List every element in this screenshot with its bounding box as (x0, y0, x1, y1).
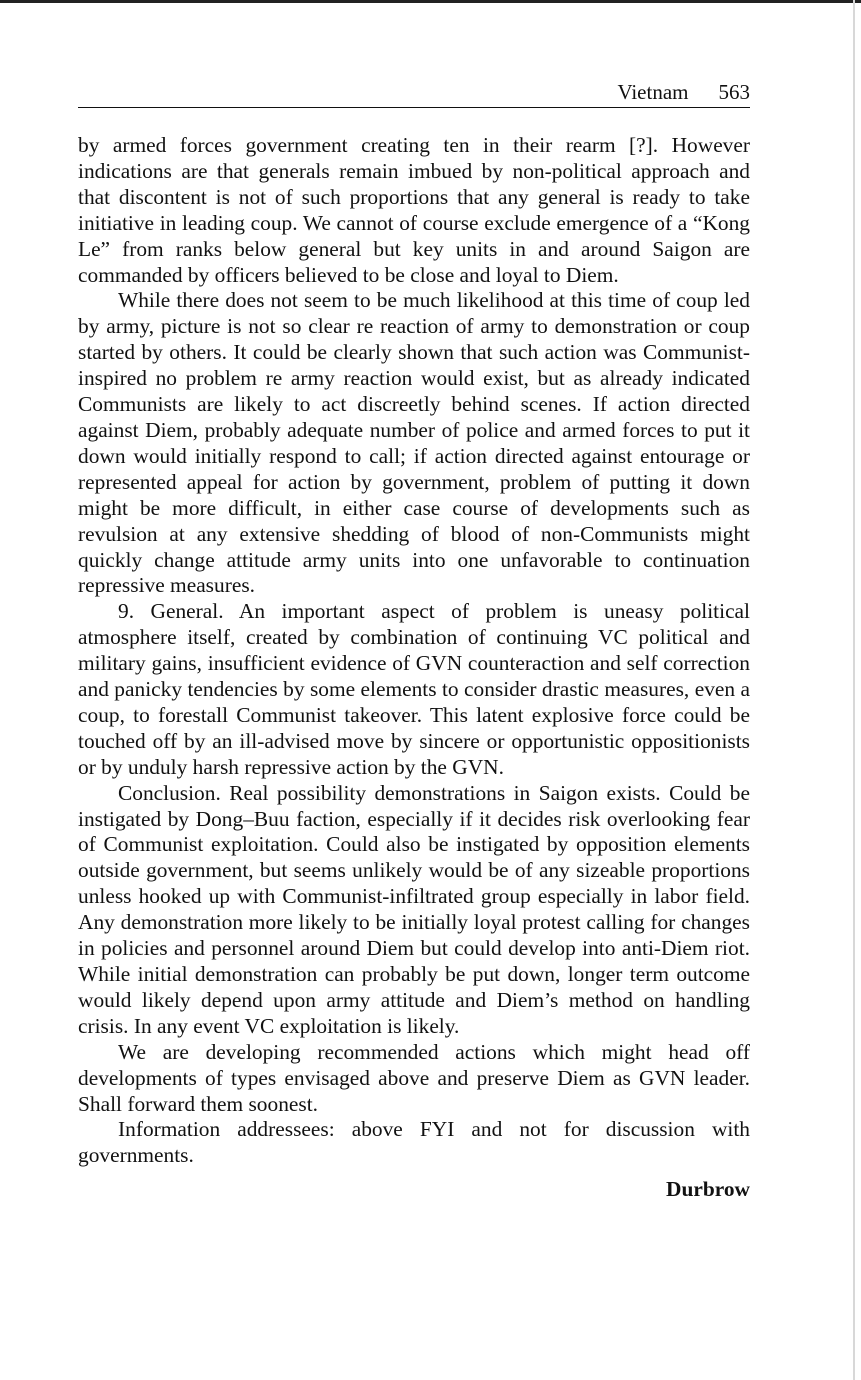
running-head (78, 80, 750, 108)
page-top-edge (0, 0, 861, 3)
paragraph-information-addressees: Information addressees: above FYI and not for discussion with governments. (78, 1117, 750, 1168)
paragraph-general: 9. General. An important aspect of problem is uneasy political atmosphere itself, created by combination of continuing VC political and military gains, insufficient evidence of GVN counteraction and self correction and panicky tendencies by some elements to consider drastic measures, even a coup, to forestall Communist takeover. This latent explosive force could be touched off by an ill-advised move by sincere or opportunistic oppositionists or by unduly harsh repressive action by the GVN. (78, 599, 750, 779)
body-text (78, 133, 750, 1169)
paragraph-conclusion: Conclusion. Real possibility demonstrations in Saigon exists. Could be instigated by Dong–Buu faction, especially if it decides risk overlooking fear of Communist exploitation. Could also be instigated by opposition elements outside government, but seems unlikely would be of any sizeable proportions unless hooked up with Communist-infiltrated group especially in labor field. Any demonstration more likely to be initially loyal protest calling for changes in policies and personnel around Diem but could develop into anti-Diem riot. While initial demonstration can probably be put down, longer term outcome would likely depend upon army attitude and Diem’s method on handling crisis. In any event VC exploitation is likely. (78, 780, 750, 1038)
paragraph-recommended-actions: We are developing recommended actions which might head off developments of types envisaged above and preserve Diem as GVN leader. Shall forward them soonest. (78, 1039, 750, 1116)
document-page (78, 80, 750, 1202)
signature: Durbrow (666, 1177, 750, 1202)
running-head-section: Vietnam (617, 80, 689, 104)
paragraph-continuation: by armed forces government creating ten in their rearm [?]. However indications are that generals remain imbued by non-political approach and that discontent is not of such proportions that any general is ready to take initiative in leading coup. We cannot of course exclude emergence of a “Kong Le” from ranks below general but key units in and around Saigon are commanded by officers believed to be close and loyal to Diem. (78, 133, 750, 287)
page-right-edge (853, 0, 855, 1380)
paragraph-army-reaction: While there does not seem to be much likelihood at this time of coup led by army, picture is not so clear re reaction of army to demonstration or coup started by others. It could be clearly shown that such action was Communist-inspired no problem re army reaction would exist, but as already indicated Communists are likely to act discreetly behind scenes. If action directed against Diem, probably adequate number of police and armed forces to put it down would initially respond to call; if action directed against entourage or represented appeal for action by government, problem of putting it down might be more difficult, in either case course of developments such as revulsion at any extensive shedding of blood of non-Communists might quickly change attitude army units into one unfavorable to continuation repressive measures. (78, 288, 750, 598)
page-number: 563 (718, 80, 750, 104)
